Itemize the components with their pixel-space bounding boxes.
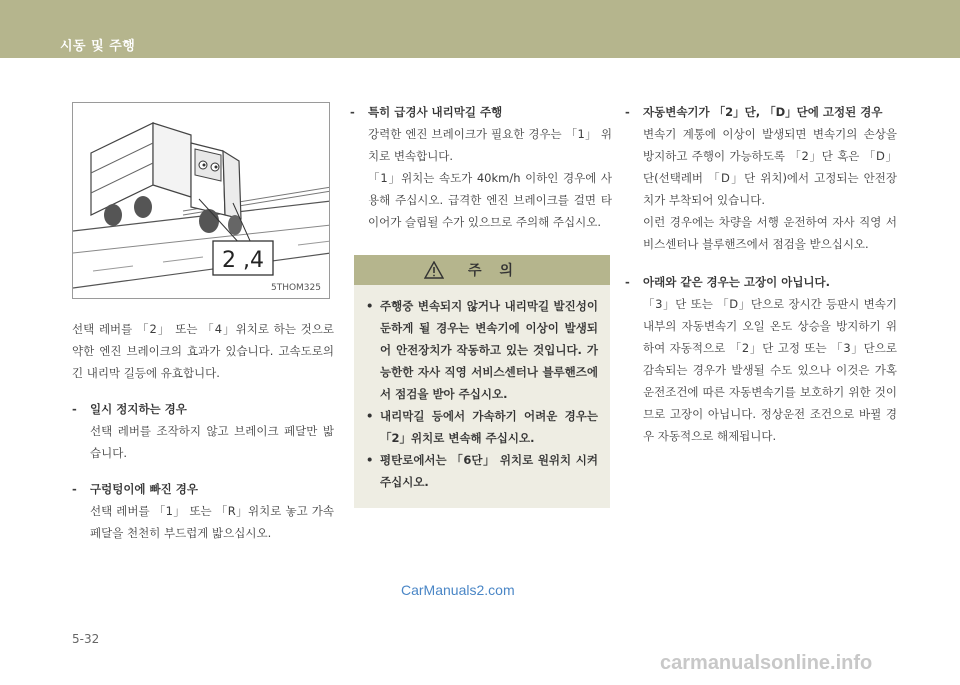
list-item-steep-downhill: - 특히 급경사 내리막길 주행 강력한 엔진 브레이크가 필요한 경우는 「1」 위치로 변속합니다. 「1」위치는 속도가 40km/h 이하인 경우에 사용해 주십시오. 급격한 엔진 브레이크를 걸면 타이어가 슬립될 수가 있으므로 주의해 주십시오. <box>350 101 612 233</box>
page-number: 5-32 <box>72 632 100 646</box>
intro-paragraph: 선택 레버를 「2」 또는 「4」위치로 하는 것으로 약한 엔진 브레이크의 효과가 있습니다. 고속도로의 긴 내리막 길등에 유효합니다. <box>72 322 334 380</box>
right-column <box>625 101 897 447</box>
list-item-temporary-stop: - 일시 정지하는 경우 선택 레버를 조작하지 않고 브레이크 페달만 밟습니다. <box>72 398 334 464</box>
caution-item: • 평탄로에서는 「6단」 위치로 원위치 시켜 주십시오. <box>366 453 598 489</box>
left-column <box>72 318 334 544</box>
footer-watermark: carmanualsonline.info <box>660 652 873 674</box>
item-heading: 일시 정지하는 경우 <box>90 402 187 416</box>
figure-code: 5THOM325 <box>270 283 321 293</box>
section-title: 시동 및 주행 <box>60 39 136 54</box>
item-body: 강력한 엔진 브레이크가 필요한 경우는 「1」 위치로 변속합니다. <box>368 127 612 163</box>
warning-icon <box>424 261 444 279</box>
item-body: 「1」위치는 속도가 40km/h 이하인 경우에 사용해 주십시오. 급격한 엔진 브레이크를 걸면 타이어가 슬립될 수가 있으므로 주의해 주십시오. <box>368 171 612 229</box>
truck-drawing <box>73 103 330 299</box>
caution-item: • 내리막길 등에서 가속하기 어려운 경우는 「2」위치로 변속해 주십시오. <box>366 409 598 445</box>
item-body: 변속기 계통에 이상이 발생되면 변속기의 손상을 방지하고 주행이 가능하도록 「2」단 혹은 「D」단(선택레버 「D」단 위치)에서 고정되는 안전장치가 부착되어 있습니다. <box>643 127 897 207</box>
item-body: 선택 레버를 조작하지 않고 브레이크 페달만 밟습니다. <box>90 424 334 460</box>
caution-label: 주의 <box>468 263 532 279</box>
truck-illustration <box>72 102 330 299</box>
item-heading: 특히 급경사 내리막길 주행 <box>368 105 503 119</box>
caution-item: • 주행중 변속되지 않거나 내리막길 발진성이 둔하게 될 경우는 변속기에 이상이 발생되어 안전장치가 작동하고 있는 것입니다. 가능한한 자사 직영 서비스센터나 블루핸즈에서 점검을 받아 주십시오. <box>366 299 598 401</box>
list-item-stuck: - 구렁텅이에 빠진 경우 선택 레버를 「1」 또는 「R」위치로 놓고 가속 페달을 천천히 부드럽게 밟으십시오. <box>72 478 334 544</box>
header-bar <box>0 0 960 58</box>
gear-label: 2 ,4 <box>222 248 264 273</box>
item-body: 「3」단 또는 「D」단으로 장시간 등판시 변속기 내부의 자동변속기 오일 온도 상승을 방지하기 위하여 자동적으로 「2」단 고정 또는 「3」단으로 감속되는 경우가 발생될 수도 있으나 이것은 가혹 운전조건에 따른 자동변속기를 보호하기 위한 것이므로 고장이 아닙니다. 정상운전 조건으로 바뀔 경우 자동적으로 해제됩니다. <box>643 297 897 443</box>
item-heading: 자동변속기가 「2」단, 「D」단에 고정된 경우 <box>643 105 883 119</box>
caution-box <box>354 255 610 508</box>
item-heading: 구렁텅이에 빠진 경우 <box>90 482 198 496</box>
list-item-fixed-gear: - 자동변속기가 「2」단, 「D」단에 고정된 경우 변속기 계통에 이상이 발생되면 변속기의 손상을 방지하고 주행이 가능하도록 「2」단 혹은 「D」단(선택레버 「D」단 위치)에서 고정되는 안전장치가 부착되어 있습니다. 이런 경우에는 차량을 서행 운전하여 자사 직영 서비스센터나 블루핸즈에서 점검을 받으십시오. <box>625 101 897 255</box>
middle-column <box>350 101 612 233</box>
item-body: 선택 레버를 「1」 또는 「R」위치로 놓고 가속 페달을 천천히 부드럽게 밟으십시오. <box>90 504 334 540</box>
item-body: 이런 경우에는 차량을 서행 운전하여 자사 직영 서비스센터나 블루핸즈에서 점검을 받으십시오. <box>643 215 897 251</box>
caution-header <box>354 255 610 285</box>
item-heading: 아래와 같은 경우는 고장이 아닙니다. <box>643 275 831 289</box>
watermark-link[interactable]: CarManuals2.com <box>401 582 515 598</box>
list-item-not-failure: - 아래와 같은 경우는 고장이 아닙니다. 「3」단 또는 「D」단으로 장시간 등판시 변속기 내부의 자동변속기 오일 온도 상승을 방지하기 위하여 자동적으로 「2」단 고정 또는 「3」단으로 감속되는 경우가 발생될 수도 있으나 이것은 가혹 운전조건에 따른 자동변속기를 보호하기 위한 것이므로 고장이 아닙니다. 정상운전 조건으로 바뀔 경우 자동적으로 해제됩니다. <box>625 271 897 447</box>
